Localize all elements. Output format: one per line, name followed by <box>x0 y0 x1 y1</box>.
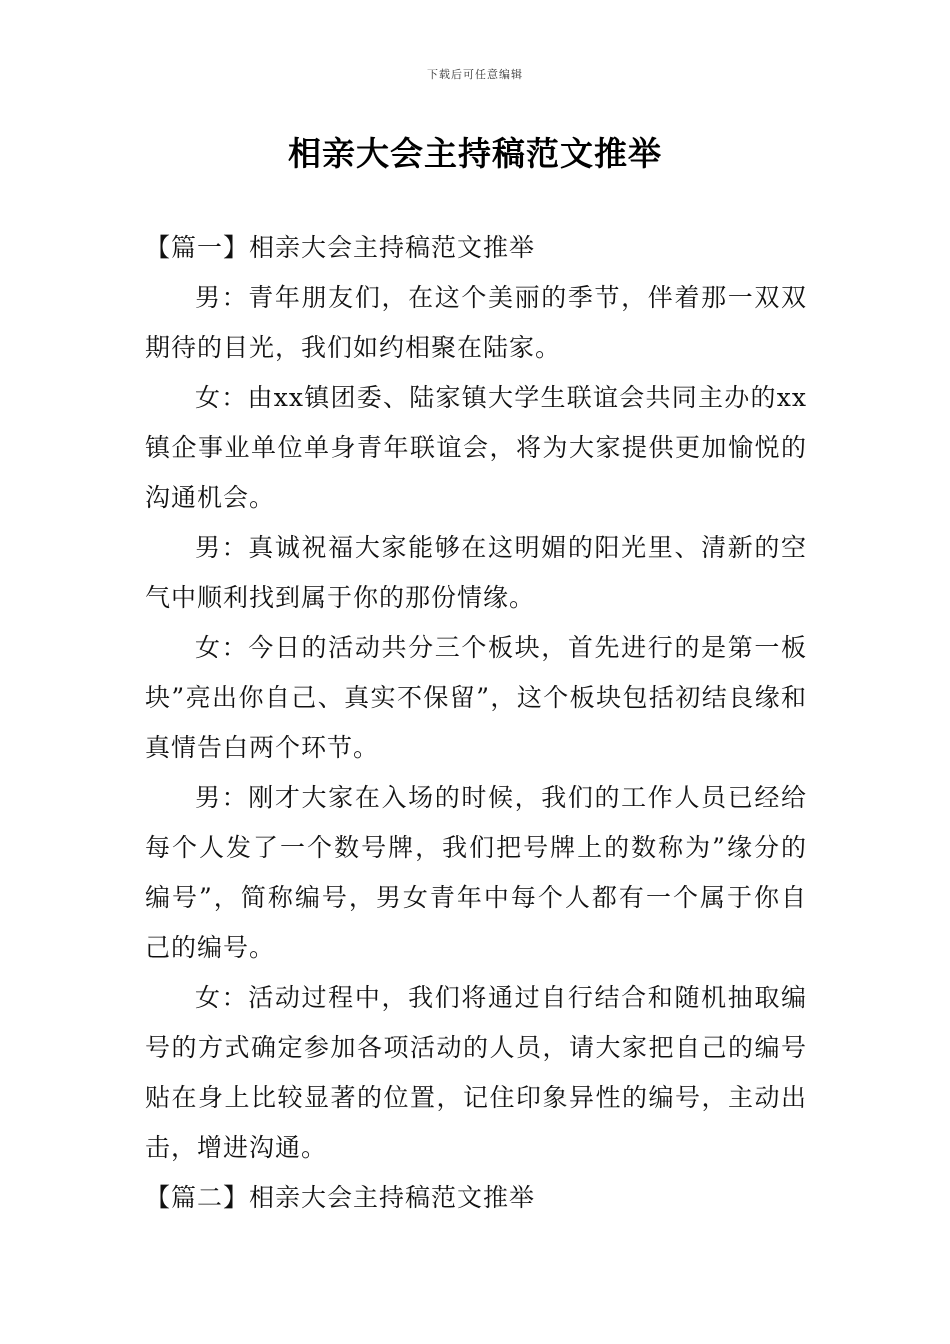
section-heading-1: 【篇一】相亲大会主持稿范文推举 <box>145 233 536 262</box>
header-note: 下载后可任意编辑 <box>427 68 523 81</box>
page-title: 相亲大会主持稿范文推举 <box>288 134 662 173</box>
paragraph: 男：青年朋友们，在这个美丽的季节，伴着那一双双期待的目光，我们如约相聚在陆家。 <box>145 283 807 362</box>
paragraph: 女：由xx镇团委、陆家镇大学生联谊会共同主办的xx镇企事业单位单身青年联谊会，将为大家提供更加愉悦的沟通机会。 <box>145 383 807 512</box>
paragraph: 女：今日的活动共分三个板块，首先进行的是第一板块”亮出你自己、真实不保留”，这个板块包括初结良缘和真情告白两个环节。 <box>145 633 807 762</box>
paragraph: 女：活动过程中，我们将通过自行结合和随机抽取编号的方式确定参加各项活动的人员，请大家把自己的编号贴在身上比较显著的位置，记住印象异性的编号，主动出击，增进沟通。 <box>145 983 807 1162</box>
section-heading-2: 【篇二】相亲大会主持稿范文推举 <box>145 1183 536 1212</box>
paragraph: 男：刚才大家在入场的时候，我们的工作人员已经给每个人发了一个数号牌，我们把号牌上的数称为”缘分的编号”，简称编号，男女青年中每个人都有一个属于你自己的编号。 <box>145 783 807 962</box>
paragraph: 男：真诚祝福大家能够在这明媚的阳光里、清新的空气中顺利找到属于你的那份情缘。 <box>145 533 807 612</box>
document-body <box>145 223 807 1223</box>
